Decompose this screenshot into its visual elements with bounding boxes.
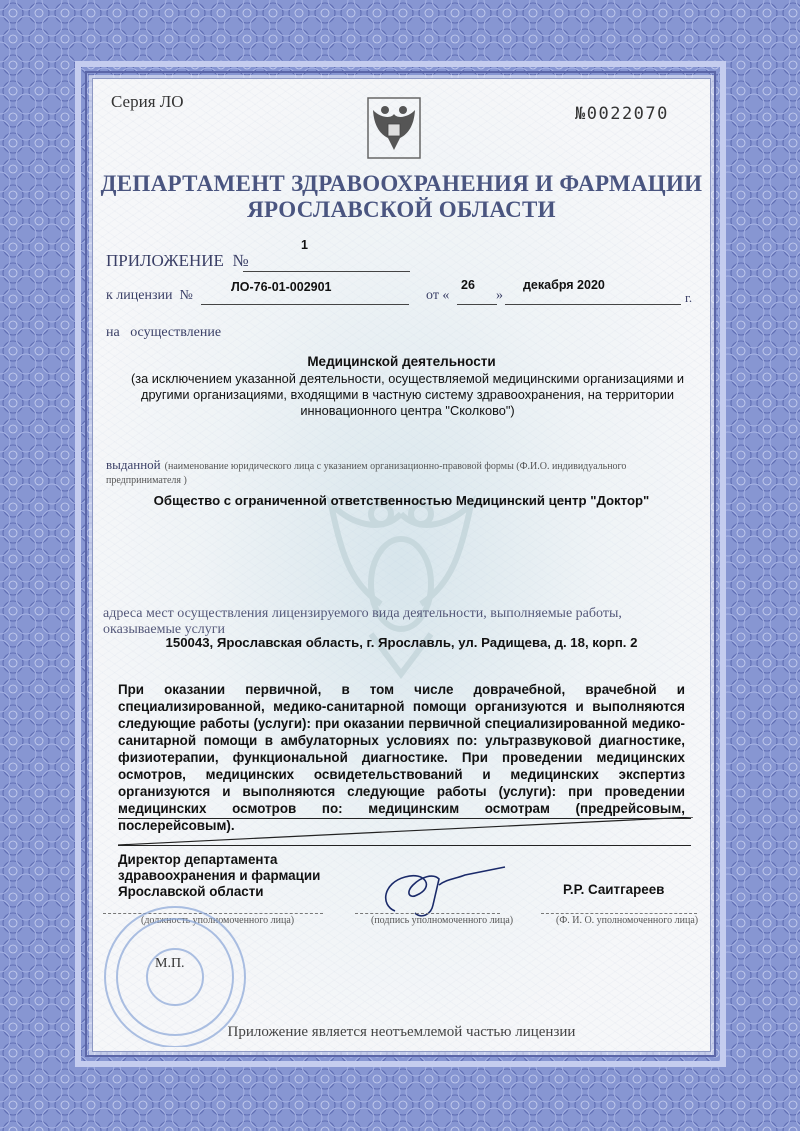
date-day: 26	[461, 278, 475, 292]
document-number: №0022070	[575, 104, 669, 124]
signer-position-line-1: Директор департамента	[118, 852, 278, 867]
address-value: 150043, Ярославская область, г. Ярославль, ул. Радищева, д. 18, корп. 2	[165, 635, 638, 650]
hint-name: (Ф. И. О. уполномоченного лица)	[556, 915, 699, 926]
issued-hint: (наименование юридического лица с указанием организационно-правовой формы (Ф.И.О. индивидуального предпринимателя )	[106, 461, 627, 486]
footer-note: Приложение является неотъемлемой частью лицензии	[227, 1024, 576, 1040]
date-mid: »	[496, 288, 503, 303]
license-number: ЛО-76-01-002901	[231, 280, 332, 294]
date-month-year: декабря 2020	[523, 278, 605, 292]
signer-name: Р.Р. Саитгареев	[563, 882, 665, 897]
services-text: При оказании первичной, в том числе доврачебной, врачебной и специализированной, медико-санитарной помощи организуются и выполняются следующие работы (услуги): при оказании первичной специализированной медико-санитарной помощи в амбулаторных условиях по: ультразвуковой диагностике, физиотерапии, функциональной диагностике. При проведении медицинских осмотров, медицинских освидетельствований и медицинских экспертиз организуются и выполняются следующие работы (услуги): при проведении медицинских осмотров по: медицинским осмотрам (предрейсовым, послерейсовым).	[118, 682, 685, 833]
hint-position: (должность уполномоченного лица)	[141, 915, 295, 926]
date-prefix: от «	[426, 288, 450, 303]
certificate-body	[92, 78, 711, 1052]
hint-signature: (подпись уполномоченного лица)	[371, 915, 514, 926]
department-line-2: ЯРОСЛАВСКОЙ ОБЛАСТИ	[247, 197, 556, 222]
appendix-number: 1	[301, 238, 308, 252]
cross-out-line	[118, 817, 693, 847]
activity-note: (за исключением указанной деятельности, осуществляемой медицинскими организациями и другими организациями, входящими в частную систему здравоохранения, на территории инновационного центра "Сколково")	[130, 371, 685, 418]
department-title	[93, 171, 710, 223]
address-label: адреса мест осуществления лицензируемого вида деятельности, выполняемые работы, оказываемые услуги	[103, 606, 622, 637]
activity-title: Медицинской деятельности	[307, 354, 496, 369]
signer-position	[118, 852, 320, 900]
stamp-place: М.П.	[155, 956, 185, 971]
signer-position-line-2: здравоохранения и фармации	[118, 868, 321, 883]
series-label: Серия ЛО	[111, 92, 184, 111]
organization-name: Общество с ограниченной ответственностью Медицинский центр "Доктор"	[153, 493, 650, 508]
coat-of-arms-icon	[366, 96, 422, 162]
signer-position-line-3: Ярославской области	[118, 884, 264, 899]
issued-label: выданной	[106, 457, 161, 472]
department-line-1: ДЕПАРТАМЕНТ ЗДРАВООХРАНЕНИЯ И ФАРМАЦИИ	[100, 171, 703, 196]
date-suffix: г.	[685, 290, 693, 305]
appendix-label: ПРИЛОЖЕНИЕ №	[106, 251, 249, 270]
issued-block	[106, 459, 696, 487]
activity-label: на осуществление	[106, 325, 222, 340]
license-label: к лицензии №	[106, 288, 193, 303]
